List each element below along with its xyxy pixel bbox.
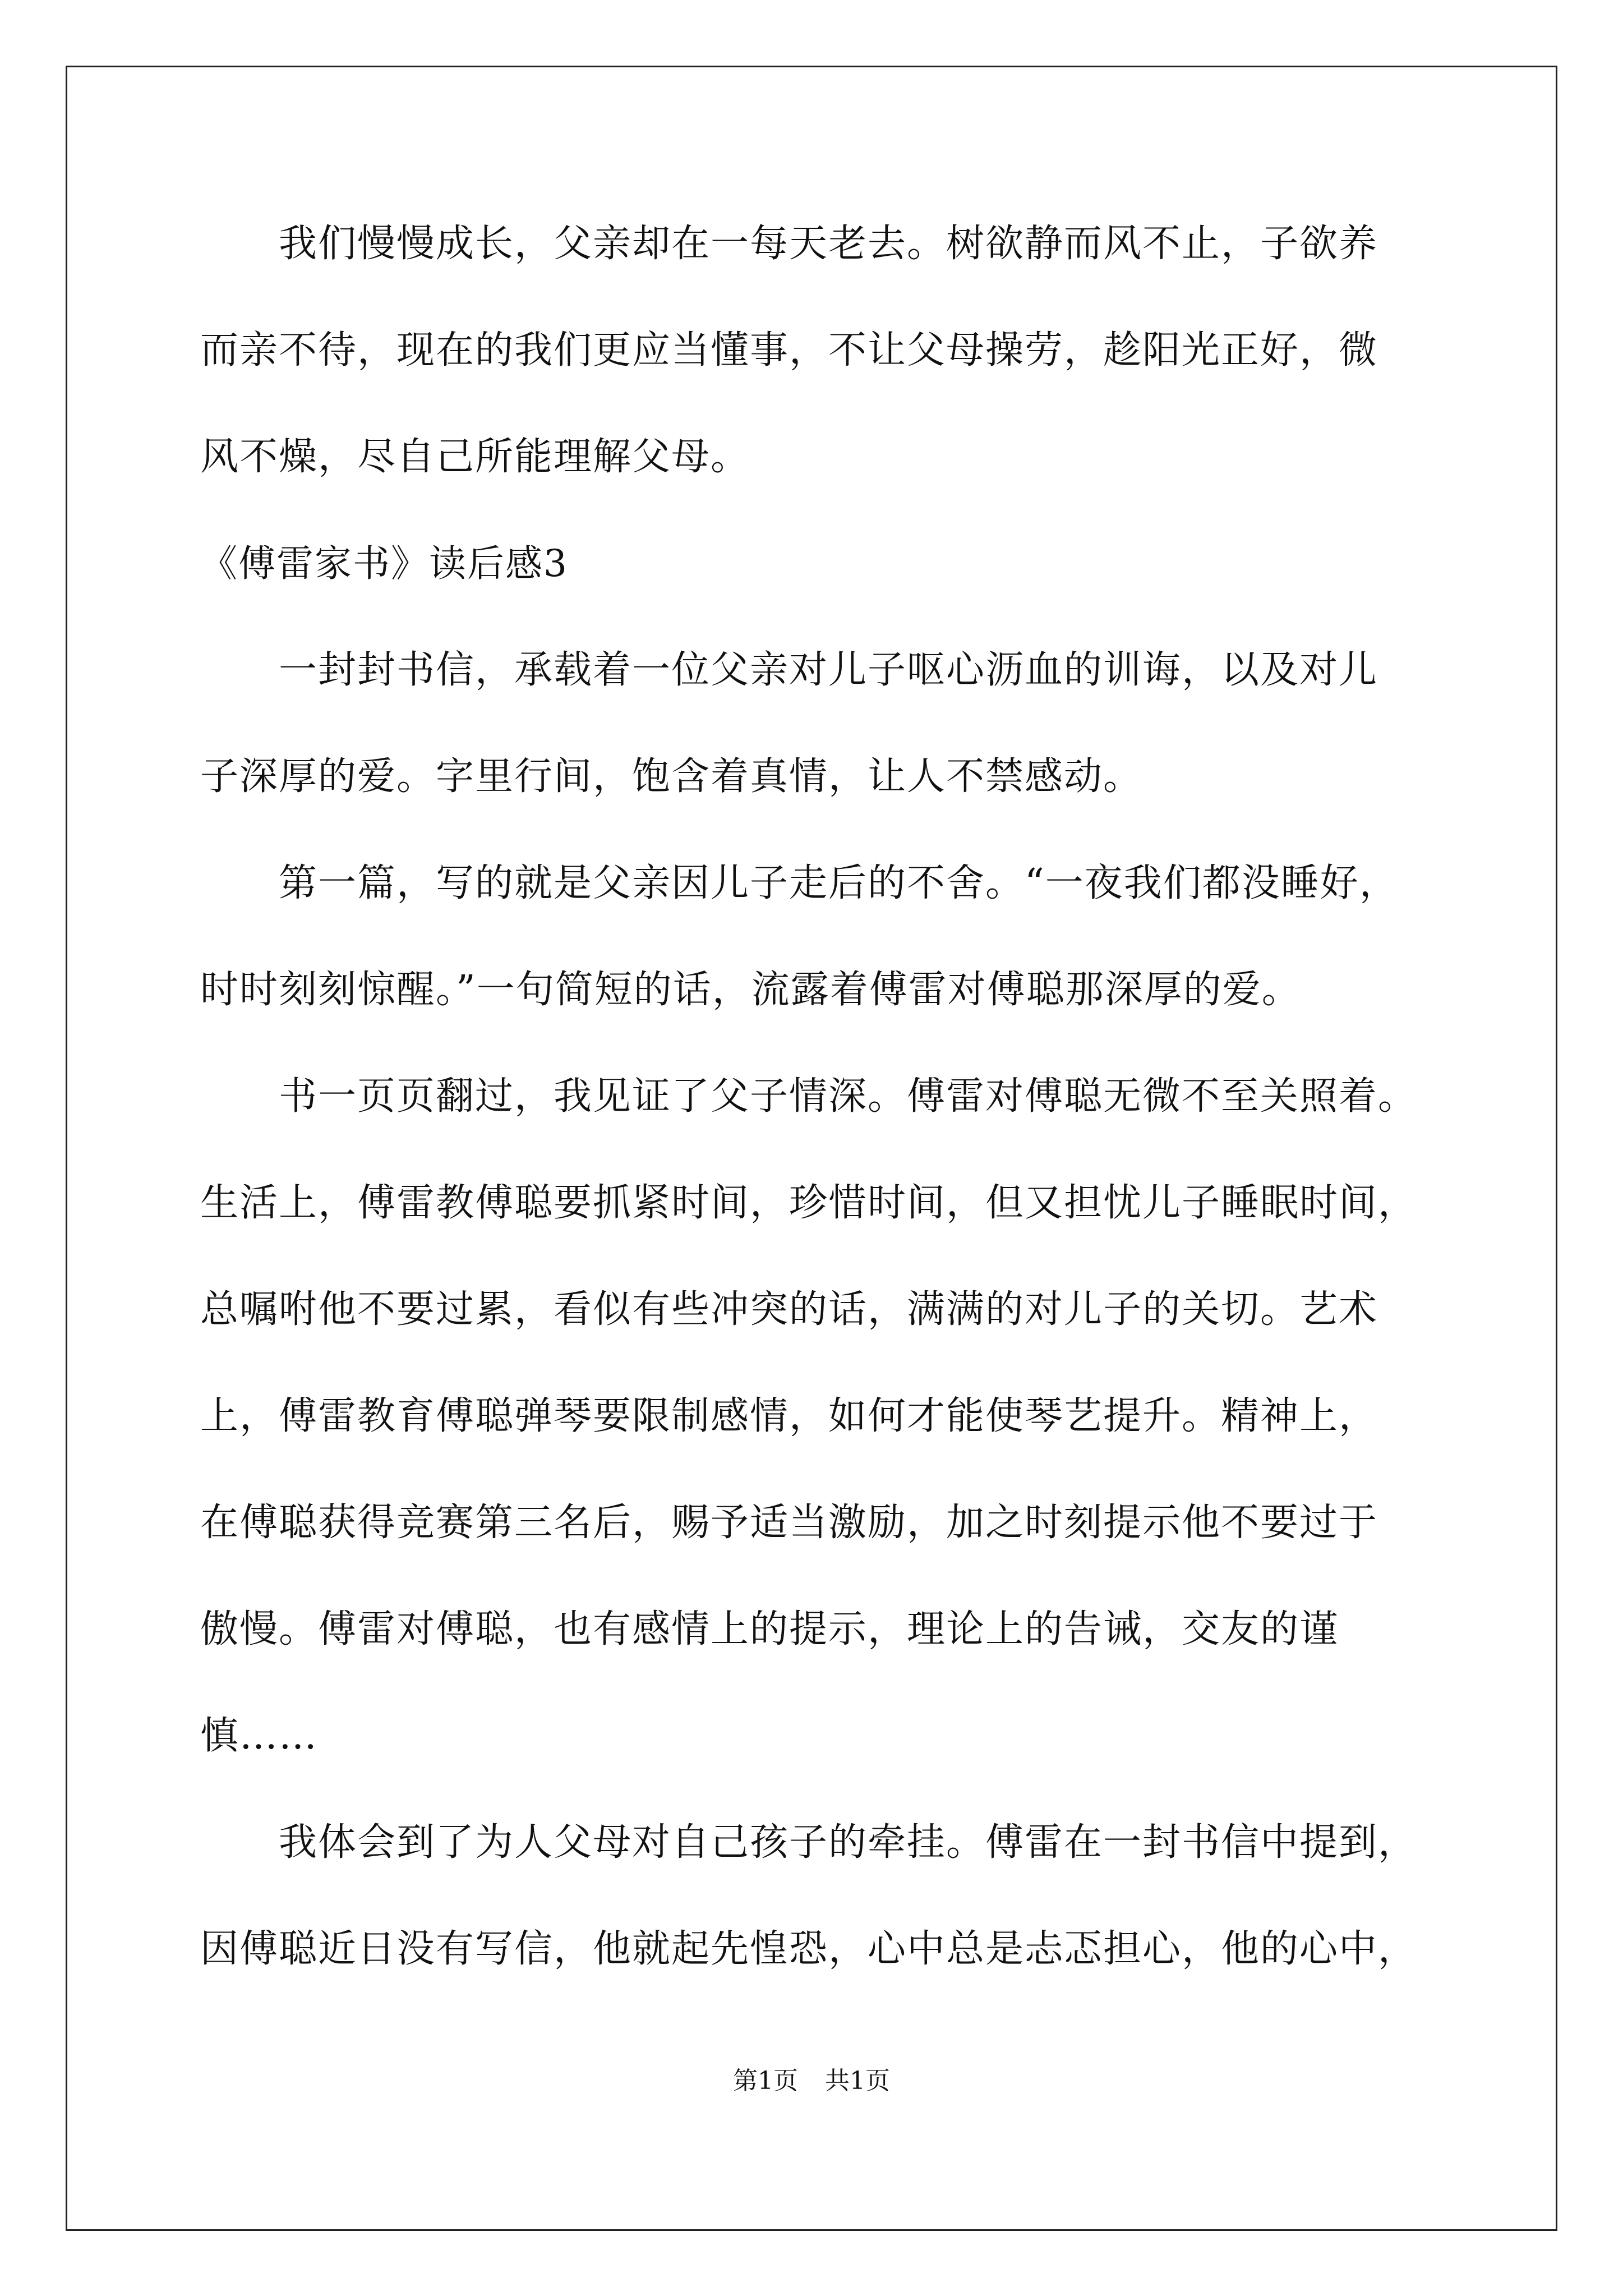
paragraph-1-line-1: 我们慢慢成长，父亲却在一每天老去。树欲静而风不止，子欲养 bbox=[279, 222, 1378, 266]
page-footer bbox=[0, 2064, 1623, 2098]
paragraph-2-line-2: 子深厚的爱。字里行间，饱含着真情，让人不禁感动。 bbox=[200, 754, 1143, 799]
paragraph-4-line-2: 生活上，傅雷教傅聪要抓紧时间，珍惜时间，但又担忧儿子睡眠时间， bbox=[200, 1181, 1418, 1225]
page-number: 第1页 bbox=[733, 2067, 798, 2095]
paragraph-1-line-2: 而亲不待，现在的我们更应当懂事，不让父母操劳，趁阳光正好，微 bbox=[200, 328, 1378, 372]
paragraph-3-line-1: 第一篇，写的就是父亲因儿子走后的不舍。“一夜我们都没睡好， bbox=[279, 861, 1399, 905]
paragraph-4-line-4: 上，傅雷教育傅聪弹琴要限制感情，如何才能使琴艺提升。精神上， bbox=[200, 1394, 1378, 1438]
paragraph-2-line-1: 一封封书信，承载着一位父亲对儿子呕心沥血的训诲，以及对儿 bbox=[279, 648, 1378, 692]
paragraph-5-line-2: 因傅聪近日没有写信，他就起先惶恐，心中总是忐忑担心，他的心中， bbox=[200, 1927, 1418, 1971]
page-border bbox=[66, 66, 1557, 2231]
paragraph-5-line-1: 我体会到了为人父母对自己孩子的牵挂。傅雷在一封书信中提到， bbox=[279, 1820, 1418, 1865]
paragraph-4-line-1: 书一页页翻过，我见证了父子情深。傅雷对傅聪无微不至关照着。 bbox=[279, 1074, 1418, 1119]
paragraph-1-line-3: 风不燥，尽自己所能理解父母。 bbox=[200, 435, 750, 479]
paragraph-4-line-6: 傲慢。傅雷对傅聪，也有感情上的提示，理论上的告诫，交友的谨 bbox=[200, 1607, 1339, 1651]
page-total: 共1页 bbox=[825, 2067, 890, 2095]
paragraph-4-line-3: 总嘱咐他不要过累，看似有些冲突的话，满满的对儿子的关切。艺术 bbox=[200, 1287, 1378, 1332]
paragraph-3-line-2: 时时刻刻惊醒。”一句简短的话，流露着傅雷对傅聪那深厚的爱。 bbox=[200, 968, 1301, 1012]
paragraph-4-line-5: 在傅聪获得竞赛第三名后，赐予适当激励，加之时刻提示他不要过于 bbox=[200, 1501, 1378, 1545]
paragraph-4-line-7: 慎…… bbox=[200, 1714, 319, 1758]
section-heading: 《傅雷家书》读后感3 bbox=[200, 542, 568, 585]
